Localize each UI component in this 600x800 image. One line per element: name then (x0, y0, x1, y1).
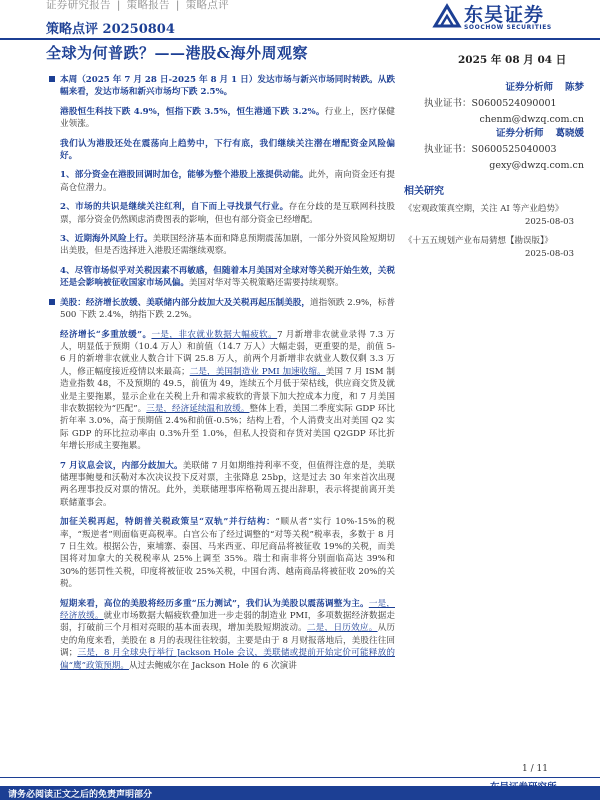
company-logo (432, 0, 552, 34)
analyst-email[interactable]: gexy@dwzq.com.cn (489, 160, 584, 171)
related-item-title[interactable]: 《宏观政策真空期，关注 AI 等产业趋势》 (404, 204, 564, 214)
analyst-role: 证券分析师 (495, 128, 544, 139)
point-3: 3、近期海外风险上行。美联国经济基本面和降息预期震荡加剧，一部分外资风险短期切出美股，但是否选择进入港股还需继续观察。 (60, 234, 395, 257)
header-divider (0, 38, 600, 40)
point-1: 1、部分资金在港股回调时加仓，能够为整个港股上涨提供动能。此外，南向资金还有提高仓位潜力。 (60, 170, 395, 193)
view-paragraph: 我们认为港股还处在震荡向上趋势中，下行有底，我们继续关注潜在增配资金风险偏好。 (60, 138, 395, 162)
cert-label: 执业证书： (424, 144, 472, 155)
logo-name-cn: 东吴证券 (464, 4, 545, 26)
analyst-role: 证券分析师 (505, 82, 553, 93)
tariff-paragraph: 加征关税再起，特朗普关税政策呈“双轨”并行结构：“顺从者”实行 10%-15%的税率，“叛逆者”则面临更高税率。白宫公布了经过调整的“对等关税”税率表，多数于 8 月 7 日生效。根据公告，柬埔寨、泰国、马来西亚、印尼商品将被征收 19%的关税，而美国将对加拿大的关税税率从 25%上调至 35%。瑞士和南非将分别面临高达 39%和 30%的惩罚性关税，印度将被征收 25%关税，中国台湾、越南商品将被征收 20%的关税。 (60, 517, 395, 590)
related-item-date: 2025-08-03 (524, 217, 574, 227)
bullet-square-icon (49, 76, 55, 82)
doc-type: 策略点评 20250804 (46, 22, 175, 37)
footer-disclaimer-bar (0, 786, 600, 800)
hk-paragraph: 港股恒生科技下跌 4.9%，恒指下跌 3.5%，恒生港通下跌 3.2%。行业上，医疗保健业领涨。 (60, 106, 395, 130)
page-number: 1 / 11 (522, 764, 548, 774)
analyst-name: 陈梦 (564, 82, 584, 93)
analyst-card (424, 80, 584, 128)
header-tags: 证券研究报告 | 策略报告 | 策略点评 (46, 0, 229, 11)
growth-paragraph: 经济增长“多重放缓”。一是，非农就业数据大幅疲软。7 月新增非农就业录得 7.3 万人，明显低于预期（10.4 万人）和前值（14.7 万人）大幅走弱，更重要的是，前值 5-6 月的新增非农就业人数合计下调 25.8 万人，前两个月新增非农就业人数仅剩 3.3 万人，修正幅度接近疫情以来最高；二是，美国制造业 PMI 加速收缩。美国 7 月 ISM 制造业指数 48，不及预期的 49.5，前值为 49，连续五个月低于荣枯线，供应商交货及就业是主要拖累，显示企业在关税上升和需求疲软的背景下加大控成本力度，和 7 月美国非农数据较为“匹配”。三是，经济延续温和放缓。整体上看，美国二季度实际 GDP 环比折年率 3.0%，高于预期值 2.4%和前值-0.5%；结构上看，个人消费支出对美国 Q2 实际 GDP 的环比拉动率由 0.3%升至 1.0%，但私人投资和存货对美国 Q2GDP 环比折年增长形成主要拖累。 (60, 329, 395, 452)
cert-label: 执业证书： (424, 98, 472, 109)
report-date: 2025 年 08 月 04 日 (458, 54, 567, 66)
header-tag: 策略点评 (185, 0, 229, 11)
cert-number: S0600525040003 (471, 144, 557, 155)
logo-mark-icon (432, 2, 462, 30)
disclaimer-text: 请务必阅读正文之后的免责声明部分 (8, 790, 153, 800)
point-4: 4、尽管市场似乎对关税因素不再敏感，但随着本月美国对全球对等关税开始生效，关税还是会影响被征收国家市场风偏。美国对华对等关税策略还需要持续观察。 (60, 265, 395, 289)
logo-name-en: SOOCHOW SECURITIES (464, 24, 552, 31)
related-heading: 相关研究 (404, 186, 444, 197)
page-title: 全球为何普跌？——港股&海外周观察 (46, 44, 309, 62)
header-tag: 策略报告 (126, 0, 170, 11)
report-body (60, 74, 395, 679)
point-2: 2、市场的共识是继续关注红利，自下而上寻找景气行业。存在分歧的是互联网科技股票，部分资金仍然顾虑消费图表的影响，但也有部分资金已经增配。 (60, 202, 395, 225)
footer-divider (0, 777, 600, 778)
fomc-paragraph: 7 月议息会议，内部分歧加大。美联储 7 月如期维持利率不变，但值得注意的是，美联储理事鲍曼和沃勒对本次决议投下反对票，主张降息 25bp，这是过去 30 年来首次出现两名理事投反对票的情况。此外，美联储理事库格勒周五提出辞职，表示将提前离开美联储董事会。 (60, 460, 395, 508)
us-stock-paragraph: 美股：经济增长放缓、美联储内部分歧加大及关税再起压制美股，道指领跌 2.9%，标普 500 下跌 2.4%，纳指下跌 2.2%。 (60, 297, 395, 322)
analyst-name: 葛晓媛 (555, 128, 584, 139)
outlook-paragraph: 短期来看，高位的美股将经历多重“压力测试”，我们认为美股以震荡调整为主。一是，经济放缓。就业市场数据大幅疲软叠加进一步走弱的制造业 PMI，多项数据经济数据走弱，打破前三个月相对亮眼的基本面表现，增加美股短期波动。二是，日历效应。从历史的角度来看，美股在 8 月的表现往往较弱，主要是由于 8 月财报落地后，美股往往回调；三是，8 月全球央行举行 Jackson Hole 会议，美联储或提前开始定价可能释放的偏“鹰”政策预期。从过去鲍威尔在 Jackson Hole 的 6 次演讲 (60, 598, 395, 671)
related-item-title[interactable]: 《十五五规划产业布局猜想【勘误版】》 (404, 236, 553, 246)
analyst-card (424, 126, 584, 174)
analyst-email[interactable]: chenm@dwzq.com.cn (479, 114, 584, 125)
bullet-square-icon (49, 299, 55, 305)
cert-number: S0600524090001 (471, 98, 557, 109)
related-item-date: 2025-08-03 (524, 249, 574, 259)
related-research (404, 182, 574, 267)
summary-paragraph: 本周（2025 年 7 月 28 日-2025 年 8 月 1 日）发达市场与新兴市场同时转跌。从跌幅来看，发达市场和新兴市场均下跌 2.5%。 (60, 74, 395, 99)
header-tag: 证券研究报告 (46, 0, 111, 11)
